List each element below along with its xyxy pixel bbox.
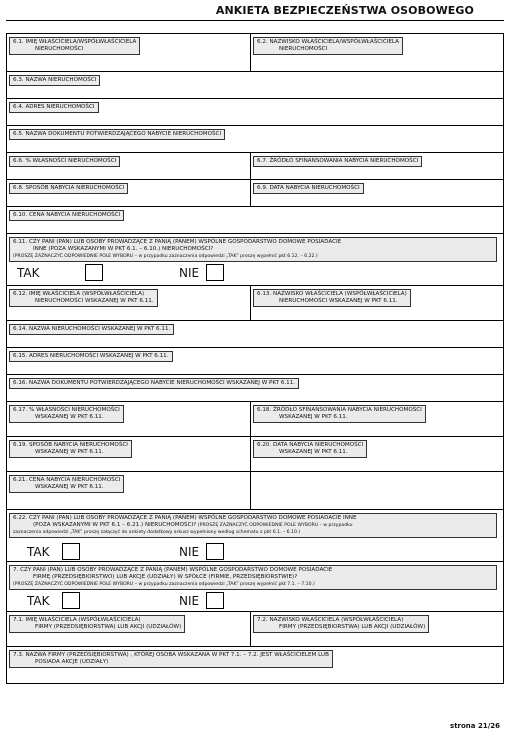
nie-checkbox-6-22[interactable] [206, 543, 224, 560]
label-6-10: 6.10. CENA NABYCIA NIERUCHOMOŚCI [9, 210, 124, 221]
nie-label-6-22: NIE [179, 545, 200, 559]
form-grid [6, 33, 504, 684]
row-6-15 [7, 348, 503, 375]
row-7 [7, 562, 503, 612]
field-6-17[interactable] [7, 402, 250, 436]
nie-label-6-11: NIE [179, 266, 200, 280]
label-6-12: 6.12. IMIĘ WŁAŚCICIELA (WSPÓŁWŁAŚCICIELA) NIERUCHOMOŚCI WSKAZANEJ W PKT 6.11. [9, 289, 158, 307]
nie-checkbox-7[interactable] [206, 592, 224, 609]
field-6-10[interactable] [7, 207, 503, 233]
question-6-22-text: 6.22. CZY PANI (PAN) LUB OSOBY PROWADZĄCE Z PANIĄ (PANEM) WSPÓLNE GOSPODARSTWO DOMOWE POSIADACIE INNE (POZA WSKAZANYMI W PKT 6.1 – 6.21.) NIERUCHOMOŚCI? (PROSZĘ ZAZNACZYĆ ODPOWIEDNIE POLE WYBORU – w przypadku zaznaczenia odpowiedzi „TAK” proszę załączyć do ankiety dodatkowy arkusz wypełniony według schematu z pkt 6.1. – 6.10.) [9, 513, 497, 538]
field-6-2[interactable] [250, 34, 503, 71]
question-6-11-text: 6.11. CZY PANI (PAN) LUB OSOBY PROWADZĄCE Z PANIĄ (PANEM) WSPÓLNE GOSPODARSTWO DOMOWE POSIADACIE INNE (POZA WSKAZANYMI W PKT 6.1. – 6.10.) NIERUCHOMOŚCI? (PROSZĘ ZAZNACZYĆ ODPOWIEDNIE POLE WYBORU – w przypadku zaznaczenia odpowiedzi „TAK” proszę wypełnić pkt 6.12. – 6.22.) [9, 237, 497, 262]
label-6-4: 6.4. ADRES NIERUCHOMOŚCI [9, 102, 99, 113]
label-7-2: 7.2. NAZWISKO WŁAŚCICIELA (WSPÓŁWŁAŚCICIELA) FIRMY (PRZEDSIĘBIORSTWA) LUB AKCJI (UDZIAŁÓW) [253, 615, 429, 633]
nie-checkbox-6-11[interactable] [206, 264, 224, 281]
label-6-9: 6.9. DATA NABYCIA NIERUCHOMOŚCI [253, 183, 364, 194]
label-6-20: 6.20. DATA NABYCIA NIERUCHOMOŚCI WSKAZANEJ W PKT 6.11. [253, 440, 367, 458]
label-6-19: 6.19. SPOSÓB NABYCIA NIERUCHOMOŚCI WSKAZANEJ W PKT 6.11. [9, 440, 132, 458]
label-6-3: 6.3. NAZWA NIERUCHOMOŚCI [9, 75, 100, 86]
row-6-14 [7, 321, 503, 348]
field-7-1[interactable] [7, 612, 250, 646]
field-6-14[interactable] [7, 321, 503, 347]
field-6-9[interactable] [250, 180, 503, 206]
field-6-12[interactable] [7, 286, 250, 320]
row-6-3 [7, 72, 503, 99]
tak-label-7: TAK [27, 594, 50, 608]
row-6-1 [7, 34, 503, 72]
question-7-text: 7. CZY PANI (PAN) LUB OSOBY PROWADZĄCE Z PANIĄ (PANEM) WSPÓLNE GOSPODARSTWO DOMOWE POSIADACIE FIRMĘ (PRZEDSIĘBIORSTWO) LUB AKCJE (UDZIAŁY) W SPÓŁCE (FIRMIE, PRZEDSIĘBIORSTWIE)? (PROSZĘ ZAZNACZYĆ ODPOWIEDNIE POLE WYBORU – w przypadku zaznaczenia odpowiedzi „TAK” proszę wypełnić pkt 7.1. – 7.10.) [9, 565, 497, 590]
field-6-8[interactable] [7, 180, 250, 206]
row-6-5 [7, 126, 503, 153]
label-6-1: 6.1. IMIĘ WŁAŚCICIELA/WSPÓŁWŁAŚCICIELA NIERUCHOMOŚCI [9, 37, 140, 55]
question-6-11 [7, 234, 503, 285]
tak-checkbox-6-22[interactable] [62, 543, 80, 560]
row-6-19 [7, 437, 503, 472]
field-6-7[interactable] [250, 153, 503, 179]
label-6-14: 6.14. NAZWA NIERUCHOMOŚCI WSKAZANEJ W PKT 6.11. [9, 324, 174, 335]
label-6-5: 6.5. NAZWA DOKUMENTU POTWIERDZAJĄCEGO NABYCIE NIERUCHOMOŚCI [9, 129, 225, 140]
row-6-11 [7, 234, 503, 286]
row-7-3 [7, 647, 503, 683]
field-7-2[interactable] [250, 612, 503, 646]
label-6-16: 6.16. NAZWA DOKUMENTU POTWIERDZAJĄCEGO NABYCIE NIERUCHOMOŚCI WSKAZANEJ W PKT 6.11. [9, 378, 299, 389]
field-6-16[interactable] [7, 375, 503, 401]
row-6-4 [7, 99, 503, 126]
tak-label-6-22: TAK [27, 545, 50, 559]
field-6-5[interactable] [7, 126, 503, 152]
label-6-17: 6.17. % WŁASNOŚCI NIERUCHOMOŚCI WSKAZANEJ W PKT 6.11. [9, 405, 124, 423]
tak-checkbox-7[interactable] [62, 592, 80, 609]
field-6-13[interactable] [250, 286, 503, 320]
title-rule [6, 20, 504, 21]
field-6-1[interactable] [7, 34, 250, 71]
label-6-15: 6.15. ADRES NIERUCHOMOŚCI WSKAZANEJ W PKT 6.11. [9, 351, 173, 362]
row-6-22 [7, 510, 503, 562]
row-7-1 [7, 612, 503, 647]
label-7-1: 7.1. IMIĘ WŁAŚCICIELA (WSPÓŁWŁAŚCICIELA) FIRMY (PRZEDSIĘBIORSTWA) LUB AKCJI (UDZIAŁÓW) [9, 615, 185, 633]
field-6-6[interactable] [7, 153, 250, 179]
row-6-21 [7, 472, 503, 510]
field-6-15[interactable] [7, 348, 503, 374]
label-6-7: 6.7. ŹRÓDŁO SFINANSOWANIA NABYCIA NIERUCHOMOŚCI [253, 156, 422, 167]
label-6-2: 6.2. NAZWISKO WŁAŚCICIELA/WSPÓŁWŁAŚCICIELA NIERUCHOMOŚCI [253, 37, 403, 55]
nie-label-7: NIE [179, 594, 200, 608]
label-6-21: 6.21. CENA NABYCIA NIERUCHOMOŚCI WSKAZANEJ W PKT 6.11. [9, 475, 124, 493]
row-6-16 [7, 375, 503, 402]
label-7-3: 7.3. NAZWA FIRMY (PRZEDSIĘBIORSTWA) , KTÓREJ OSOBA WSKAZANA W PKT 7.1. – 7.2. JEST WŁAŚCICIELEM LUB POSIADA AKCJE (UDZIAŁY) [9, 650, 333, 668]
label-6-6: 6.6. % WŁASNOŚCI NIERUCHOMOŚCI [9, 156, 120, 167]
field-6-20[interactable] [250, 437, 503, 471]
field-7-3[interactable] [7, 647, 503, 683]
question-6-22 [7, 510, 503, 561]
field-6-18[interactable] [250, 402, 503, 436]
label-6-8: 6.8. SPOSÓB NABYCIA NIERUCHOMOŚCI [9, 183, 128, 194]
field-6-4[interactable] [7, 99, 503, 125]
field-6-19[interactable] [7, 437, 250, 471]
label-6-13: 6.13. NAZWISKO WŁAŚCICIELA (WSPÓŁWŁAŚCICIELA) NIERUCHOMOŚCI WSKAZANEJ W PKT 6.11. [253, 289, 411, 307]
row-6-12 [7, 286, 503, 321]
page-number: strona 21/26 [450, 722, 500, 730]
question-7 [7, 562, 503, 611]
label-6-18: 6.18. ŹRÓDŁO SFINANSOWANIA NABYCIA NIERUCHOMOŚCI WSKAZANEJ W PKT 6.11. [253, 405, 426, 423]
row-6-6 [7, 153, 503, 180]
row-6-10 [7, 207, 503, 234]
tak-checkbox-6-11[interactable] [85, 264, 103, 281]
form-title: ANKIETA BEZPIECZEŃSTWA OSOBOWEGO [215, 4, 474, 17]
field-6-3[interactable] [7, 72, 503, 98]
field-6-21-blank [250, 472, 503, 509]
tak-label-6-11: TAK [17, 266, 40, 280]
field-6-21[interactable] [7, 472, 250, 509]
row-6-8 [7, 180, 503, 207]
row-6-17 [7, 402, 503, 437]
